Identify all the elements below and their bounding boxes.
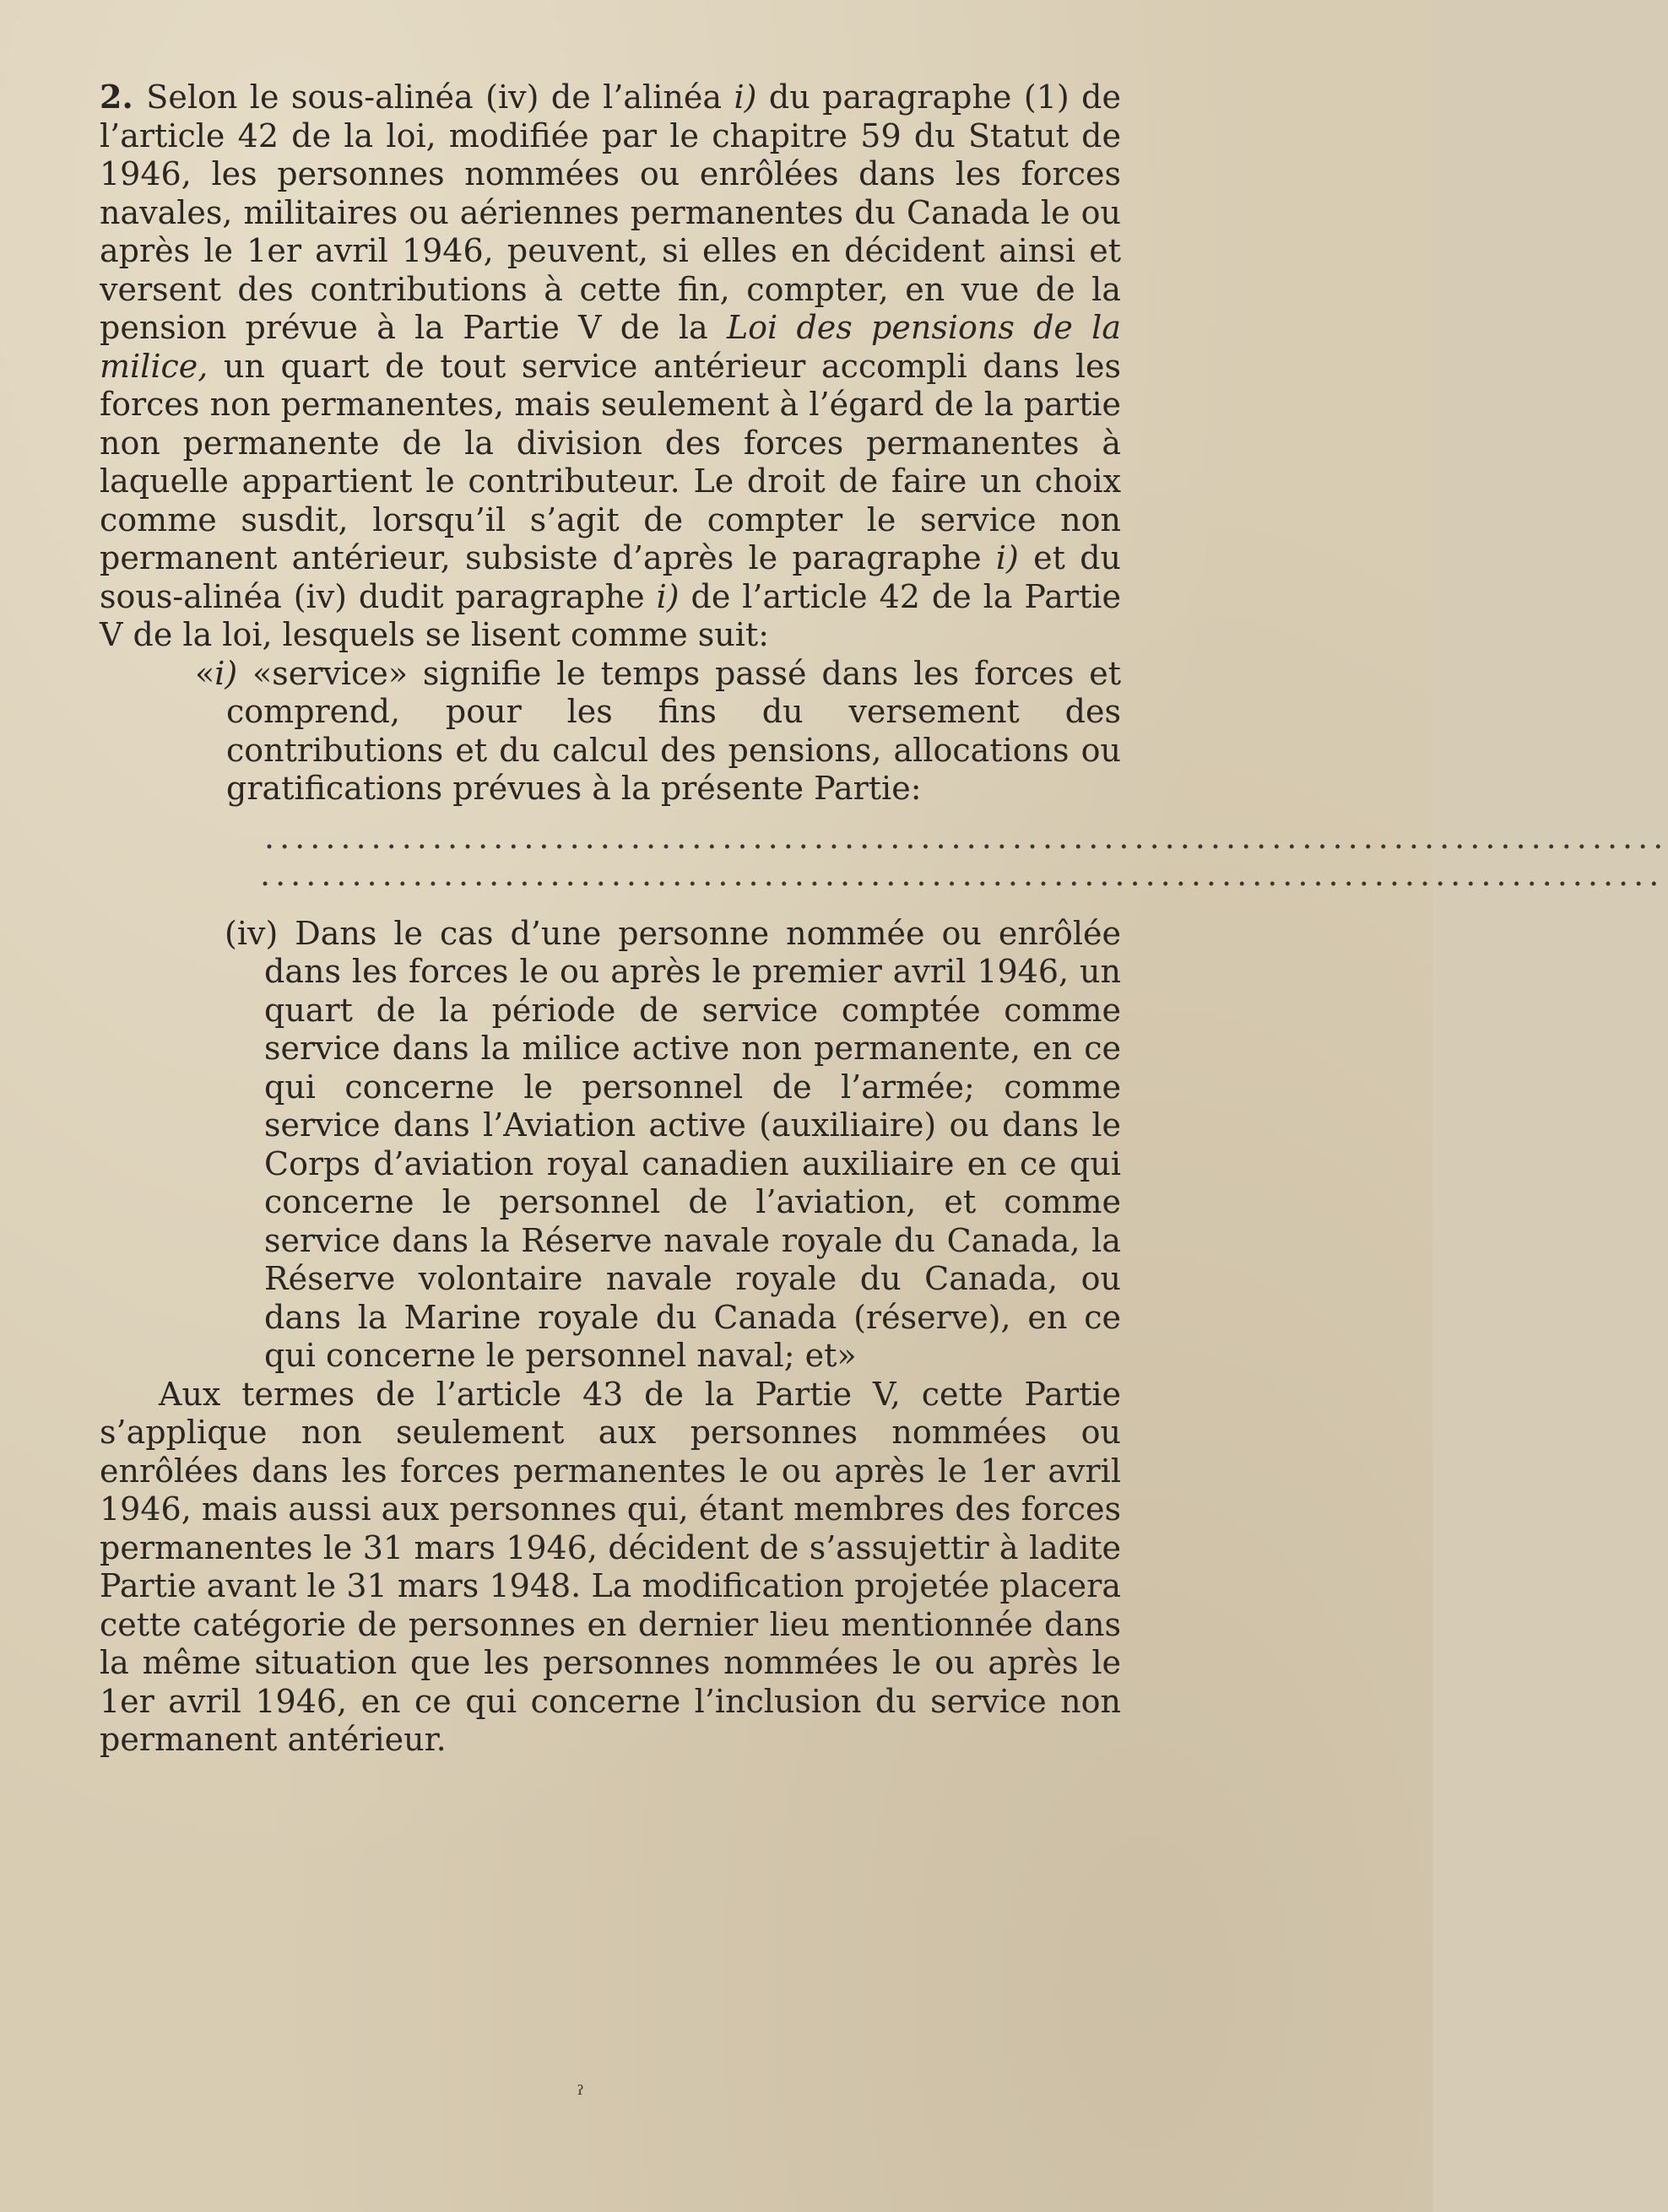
- page-mark: ˀ: [577, 2081, 584, 2109]
- quote-definition-i: [195, 654, 1121, 809]
- body-text: [100, 78, 1668, 1760]
- reference-i: i): [734, 78, 757, 116]
- paragraph-2-text-b: du paragraphe (1) de l’article 42 de la loi, modifiée par le chapitre 59 du Statut de 1946, les personnes nommées ou enrôlées dans les forces navales, militaires ou aériennes permanentes du Canada le ou après le 1er avril 1946, peuvent, si elles en décident ainsi et versent des contributions à cette fin, compter, en vue de la pension prévue à la Partie V de la: [100, 78, 1121, 346]
- ellipsis-line-2: ............................................................................................: [260, 855, 1665, 893]
- quote-subparagraph-iv: (iv) Dans le cas d’une personne nommée ou enrôlée dans les forces le ou après le premier avril 1946, un quart de la période de service comptée comme service dans la milice active non permanente, en ce qui concerne le personnel de l’armée; comme service dans l’Aviation active (auxiliaire) ou dans le Corps d’aviation royal canadien auxiliaire en ce qui concerne le personnel de l’aviation, et comme service dans la Réserve navale royale du Canada, la Réserve volontaire navale royale du Canada, ou dans la Marine royale du Canada (réserve), en ce qui concerne le personnel naval; et»: [225, 914, 1121, 1374]
- quote-definition-text: «service» signifie le temps passé dans les forces et comprend, pour les fins du versement des contributions et du calcul des pensions, allocations ou gratifications prévues à la présente Partie:: [226, 654, 1121, 807]
- paragraph-number: 2.: [100, 78, 133, 116]
- ellipsis-line: ............................................................................................: [264, 818, 1668, 856]
- quote-reference-i: i): [214, 654, 238, 692]
- law-title: Loi des pensions de la milice,: [100, 309, 1121, 385]
- paragraph-2: [100, 78, 1121, 655]
- paragraph-article-43: Aux termes de l’article 43 de la Partie V, cette Partie s’applique non seulement aux personnes nommées ou enrôlées dans les forces permanentes le ou après le 1er avril 1946, mais aussi aux personnes qui, étant membres des forces permanentes le 31 mars 1946, décident de s’assujettir à ladite Partie avant le 31 mars 1948. La modification projetée placera cette catégorie de personnes en dernier lieu mentionnée dans la même situation que les personnes nommées le ou après le 1er avril 1946, en ce qui concerne l’inclusion du service non permanent antérieur.: [100, 1375, 1121, 1758]
- paragraph-2-text-e: de l’article 42 de la Partie V de la loi, lesquels se lisent comme suit:: [100, 577, 1121, 653]
- paragraph-2-text-c: un quart de tout service antérieur accompli dans les forces non permanentes, mais seulement à l’égard de la partie non permanente de la division des forces permanentes à laquelle appartient le contributeur. Le droit de faire un choix comme susdit, lorsqu’il s’agit de compter le service non permanent antérieur, subsiste d’après le paragraphe: [100, 347, 1121, 576]
- quote-open-mark: «: [195, 654, 215, 692]
- reference-i-2: i): [995, 539, 1019, 576]
- paragraph-2-text-d: et du sous-alinéa (iv) dudit paragraphe: [100, 539, 1122, 615]
- reference-i-3: i): [656, 577, 680, 615]
- paragraph-2-text-a: Selon le sous-alinéa (iv) de l’alinéa: [146, 78, 734, 116]
